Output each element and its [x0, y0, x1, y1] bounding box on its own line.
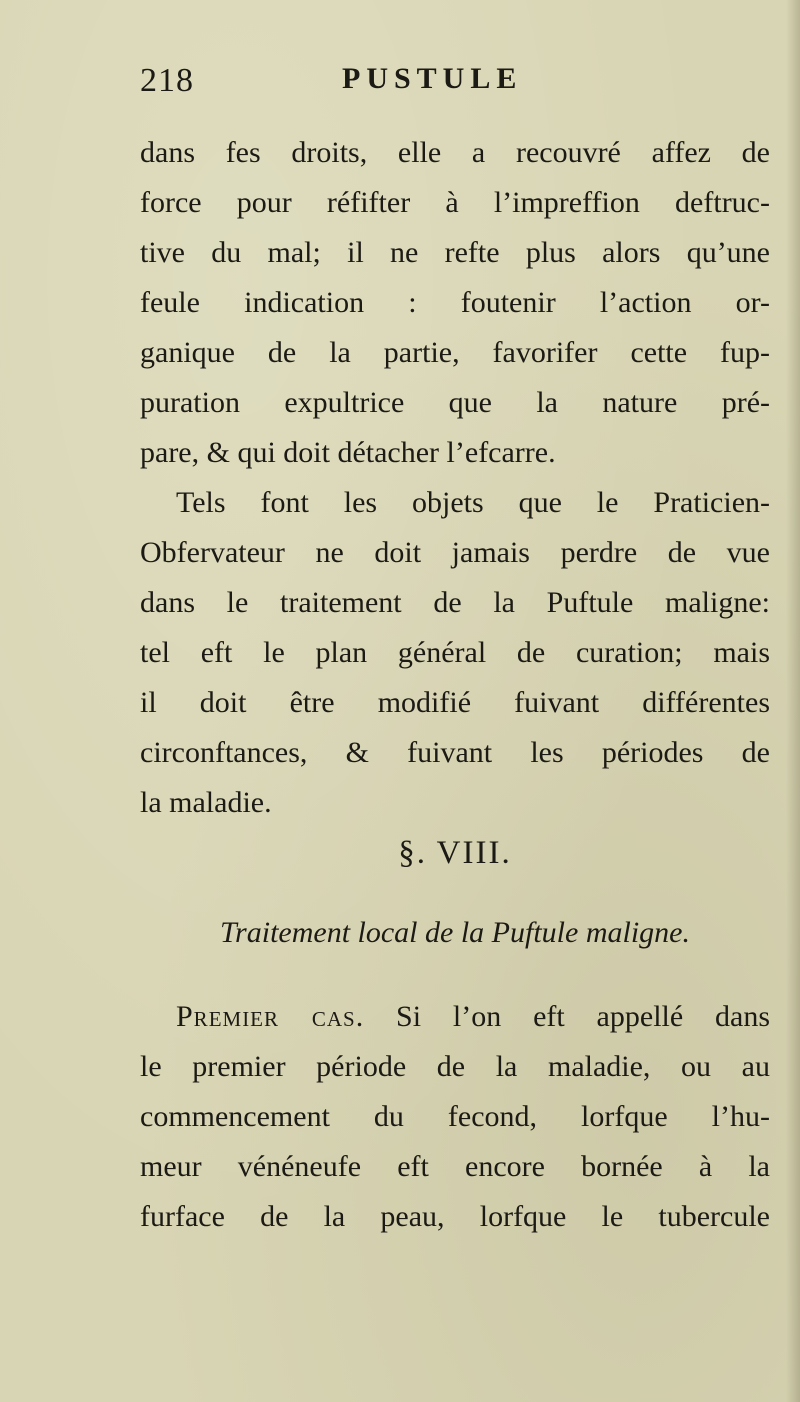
- text-line: la maladie.: [140, 786, 272, 819]
- text-line: pare, & qui doit détacher l’efcarre.: [140, 436, 556, 469]
- paragraph-2: [140, 478, 770, 828]
- text-line: force pour réfifter à l’impreffion deftruc-: [140, 186, 770, 219]
- text-line: dans fes droits, elle a recouvré affez de: [140, 136, 770, 169]
- section-heading: §. VIII.: [398, 835, 512, 871]
- running-title: PUSTULE: [342, 62, 523, 95]
- text-line: ganique de la partie, favorifer cette fup-: [140, 336, 770, 369]
- text-line: commencement du fecond, lorfque l’hu-: [140, 1100, 770, 1133]
- text-line: furface de la peau, lorfque le tubercule: [140, 1200, 770, 1233]
- text-line: tive du mal; il ne refte plus alors qu’une: [140, 236, 770, 269]
- text-line-rest: Si l’on eft appellé dans: [364, 1000, 771, 1033]
- text-line: dans le traitement de la Puftule maligne:: [140, 586, 770, 619]
- text-line: circonftances, & fuivant les périodes de: [140, 736, 770, 769]
- text-line: le premier période de la maladie, ou au: [140, 1050, 770, 1083]
- text-line: feule indication : foutenir l’action or-: [140, 286, 770, 319]
- paragraph-3: [140, 992, 770, 1242]
- case-lead: Premier cas.: [176, 1000, 365, 1033]
- text-line-first: [140, 992, 770, 1042]
- text-line: tel eft le plan général de curation; mais: [140, 636, 770, 669]
- section-subtitle: Traitement local de la Puftule maligne.: [220, 916, 690, 949]
- page-header: [140, 62, 780, 112]
- text-line: Obfervateur ne doit jamais perdre de vue: [140, 536, 770, 569]
- text-line: il doit être modifié fuivant différentes: [140, 686, 770, 719]
- text-line: Tels font les objets que le Praticien-: [176, 486, 770, 519]
- text-line: puration expultrice que la nature pré-: [140, 386, 770, 419]
- paragraph-1: [140, 128, 770, 478]
- page-edge-shadow: [786, 0, 800, 1402]
- text-line: meur vénéneufe eft encore bornée à la: [140, 1150, 770, 1183]
- page-number: 218: [140, 62, 194, 99]
